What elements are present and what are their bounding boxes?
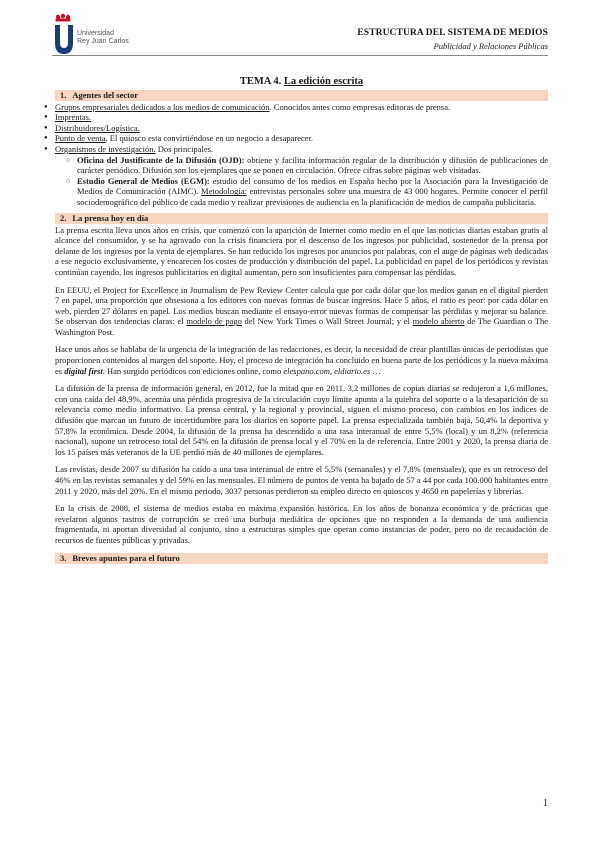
- section-heading-future: 3. Breves apuntes para el futuro: [55, 553, 548, 564]
- list-item: ● Grupos empresariales dedicados a los medios de comunicación. Conocidos antes como empresas editoras de prensa.: [55, 102, 548, 113]
- header-divider: [52, 55, 548, 56]
- paragraph: En EEUU, el Project for Excellence in Journalism de Pew Review Center calcula que por cada dólar que los medios ganan en el digital pierden 7 en papel, una proporción que obsesiona a los editores con nuevas formas de buscar ingresos. Hace 5 años, el ratio es peor: por cada dólar en web, pierden 27 dólares en papel. Los medios buscan mediante el ensayo-error nuevas formas de compensar las pérdidas y mejorar su balance. Se observan dos tendencias claras: el modelo de pago del New York Times o Wall Street Journal; y el modelo abierto de The Guardian o The Washington Post.: [55, 284, 549, 337]
- list-item-egm: ○ Estudio General de Medios (EGM): estudio del consumo de los medios en España hecho por la Asociación para la Investigación de Medios de Comunicación (AIMC). Metodología: entrevistas personales sobre una muestra de 43 000 hogares. Permite conocer el perfil sociodemográfico del público de cada medio y realizar previsiones de audiencia en la planificación de medios de campaña publicitaria.: [77, 176, 548, 208]
- section-heading-press: 2. La prensa hoy en día: [55, 213, 548, 224]
- document-title: TEMA 4. La edición escrita: [239, 76, 364, 87]
- paragraph: Las revistas, desde 2007 su difusión ha caído a una tasa interanual de entre el 5,5% (semanales) y el 7,8% (mensuales), que es un retroceso del 46% en las revistas semanales y del 59% en las mensuales. El número de puntos de venta ha bajado de 57 a 44 por cada 100.000 habitantes entre 2011 y 2020, más del 20%. En el mismo periodo, 3037 personas perdieron su empleo directo en quioscos y 4650 en papelerías y librerías.: [55, 464, 548, 496]
- list-item: ● Organismos de investigación. Dos principales.: [55, 144, 548, 155]
- paragraph: Hace unos años se hablaba de la urgencia de la integración de las redacciones, es decir, la necesidad de crear plantillas únicas de periodistas que proporcionen contenidos al margen del soporte. Hoy, el proceso de integración ha concluido en buena parte de los periódicos y la nueva máxima es digital first. Han surgido periódicos con ediciones online, como elespano.com, eldiario.es …: [55, 344, 548, 376]
- section-heading-agents: 1. Agentes del sector: [55, 90, 548, 101]
- agents-list: [55, 102, 548, 155]
- document-body: [55, 77, 548, 565]
- list-item: ● Distribuidores/Logística.: [55, 123, 548, 134]
- paragraph: La prensa escrita lleva unos años en crisis, que comenzó con la aparición de Internet como medio en el que las noticias diarias estaban gratis al alcance del consumidor, y se ha agravado con la crisis financiera por el descenso de los ingresos por publicidad, sostenedor de la prensa por delante de los ingresos por la venta de ejemplares. Se han reducido los ingresos por anuncios por palabras, con el auge de páginas web dedicadas a ese negocio exclusivamente, y encarecen los costes de producción y distribución del papel. La publicidad en papel de los periódicos y revistas continúan cayendo, los ingresos publicitarios en digital aumentan, pero son insuficientes para compensar las pérdidas.: [55, 224, 548, 277]
- paragraph: La difusión de la prensa de información general, en 2012, fue la mitad que en 2011. 3,2 millones de copias diarias se redujeron a 1,6 millones, con una caída del 48,9%, acentúa una pérdida progresiva de la circulación cuyo límite apunta a la quiebra del soporte o a la desaparición de su relevancia como medio informativo. La prensa central, y la regional y provincial, siguen el mismo proceso, con cambios en los índices de difusión que marcan un futuro de incertidumbre para los diarios en soporte papel. La prensa especializada también baja, 50,4% la deportiva y 57,8% la económica. Desde 2004, la difusión de la prensa ha descendido a una tasa interanual de entre 5,5% (local) y un 8,2% (referencia nacional), supone un retroceso total del 54% en la difusión de prensa local y el 70% en la de referencia. Entre 2001 y 2020, la prensa diaria de los 15 países más veteranos de la UE perdió más de 40 millones de ejemplares.: [55, 383, 548, 457]
- list-item: ● Punto de venta. El quiosco esta convirtiéndose en un negocio a desaparecer.: [55, 133, 548, 144]
- header-title: ESTRUCTURA DEL SISTEMA DE MEDIOS: [357, 28, 548, 38]
- university-name: Universidad Rey Juan Carlos: [77, 30, 129, 45]
- paragraph: En la crisis de 2008, el sistema de medios estaba en máxima expansión histórica. En los años de bonanza económica y de prácticas que revelaron algunos rastros de corrupción se creó una burbuja mediática de opciones que no responden a la demanda de una audiencia fragmentada, ni aportan diversidad al conjunto, sino a estructuras simples que operan como instancias de poder, pero no de recaudación de recursos de fuentes públicas y privadas.: [55, 503, 548, 545]
- list-item-ojd: ○ Oficina del Justificante de la Difusión (OJD): obtiene y facilita información regular de la distribución y difusión de publicaciones de carácter periódico. Difusión son los ejemplares que se ponen en circulación. Ofrece cifras sobre páginas web visitadas.: [77, 155, 548, 176]
- header-subtitle: Publicidad y Relaciones Públicas: [433, 41, 548, 51]
- research-orgs-list: [55, 155, 548, 208]
- page-number: 1: [543, 798, 548, 809]
- list-item: ● Imprentas.: [55, 112, 548, 123]
